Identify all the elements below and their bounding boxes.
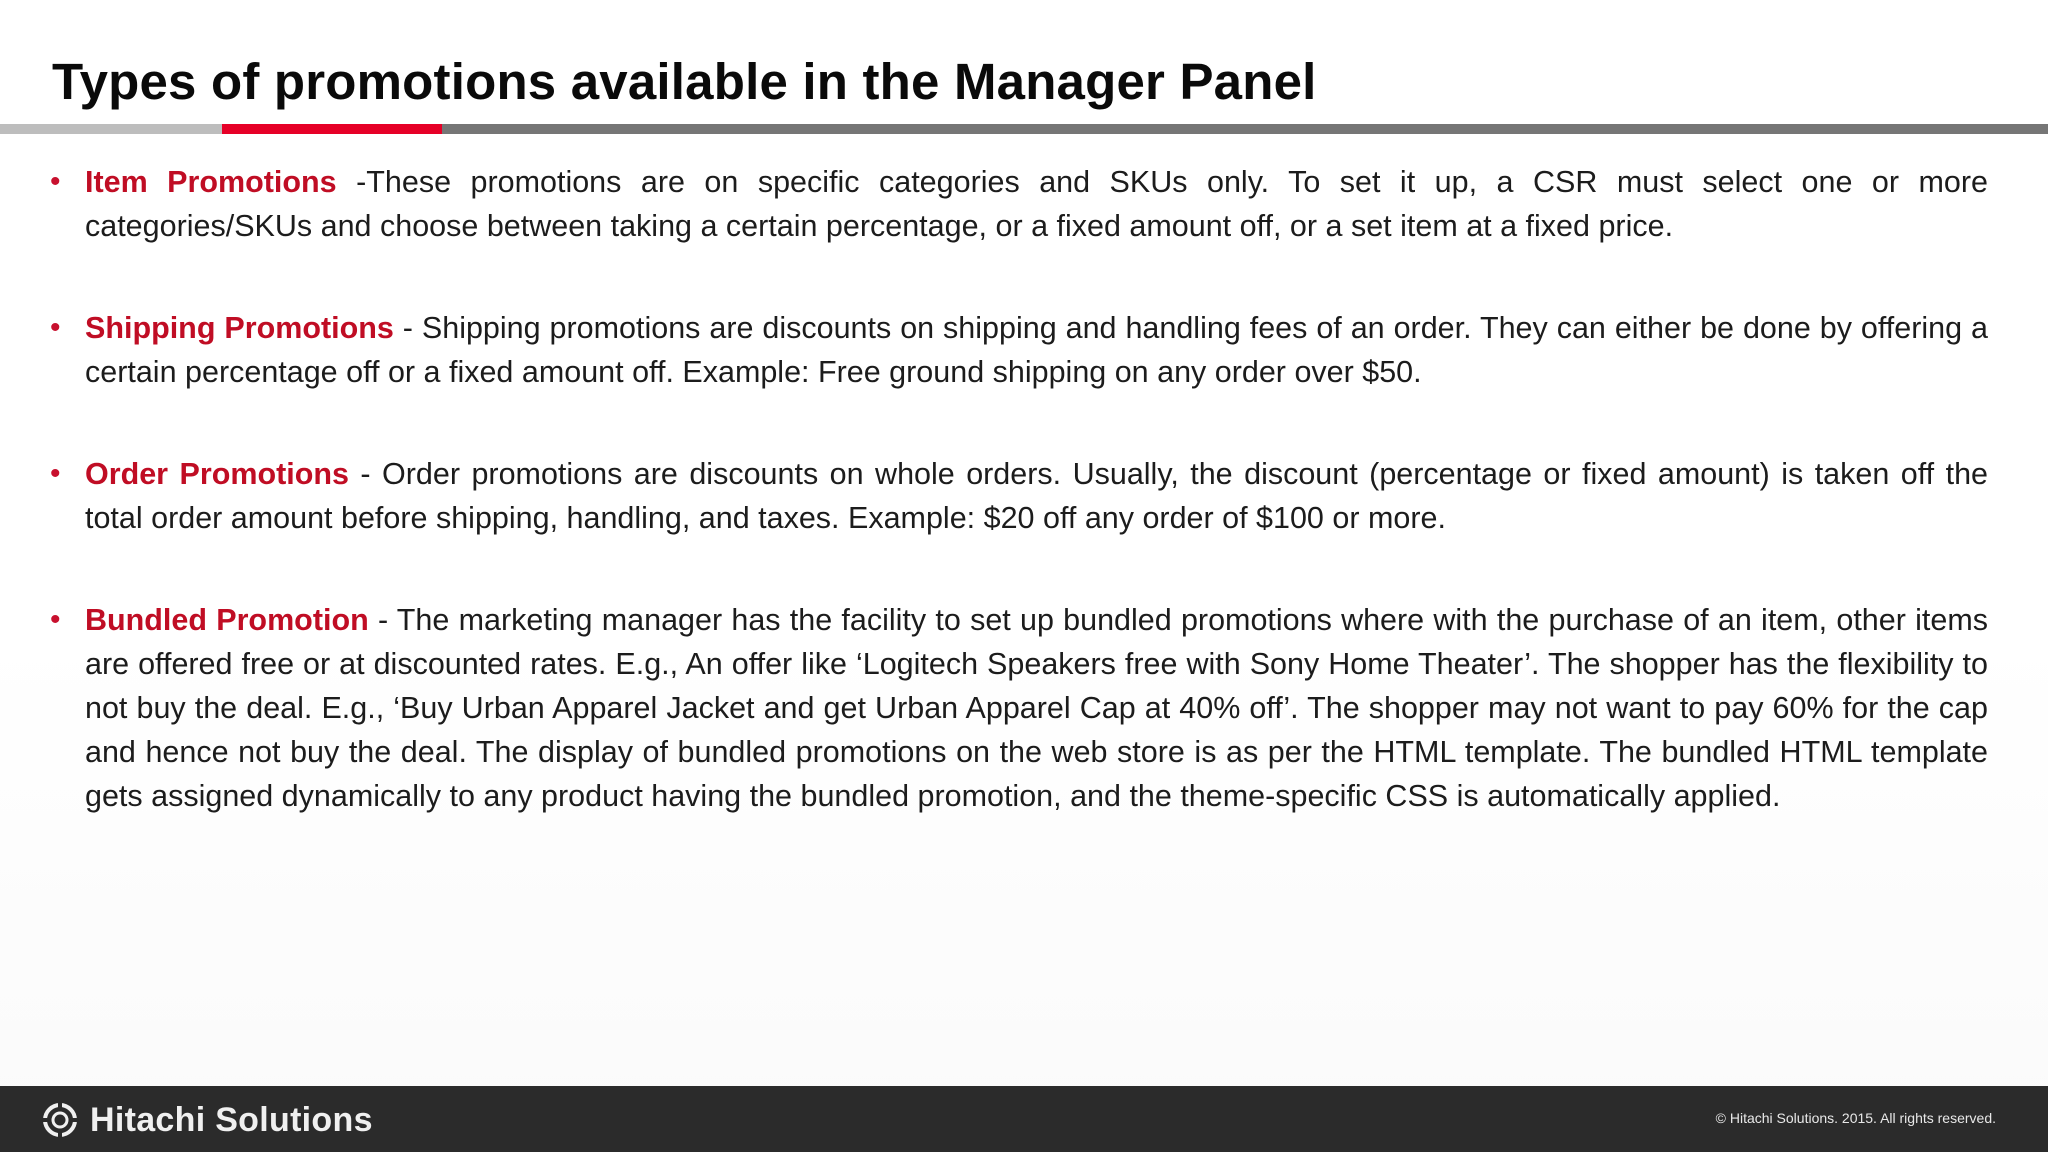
footer-bar bbox=[0, 1086, 2048, 1152]
bullet-dot-icon: • bbox=[50, 165, 61, 198]
bullet-term: Order Promotions bbox=[85, 457, 349, 491]
rule-red-accent-segment bbox=[222, 124, 442, 134]
bullet-text: - Order promotions are discounts on whole orders. Usually, the discount (percentage or fixed amount) is taken off the total order amount before shipping, handling, and taxes. Example: $20 off any order of $100 or more. bbox=[85, 457, 1988, 535]
slide-title: Types of promotions available in the Manager Panel bbox=[52, 53, 1317, 110]
bullet-item-promotions bbox=[0, 160, 2048, 248]
bullet-order-promotions bbox=[0, 452, 2048, 540]
copyright-notice: © Hitachi Solutions. 2015. All rights reserved. bbox=[1715, 1110, 1996, 1126]
bullet-term: Bundled Promotion bbox=[85, 603, 369, 637]
bullet-dot-icon: • bbox=[50, 311, 61, 344]
title-underline-rule bbox=[0, 124, 2048, 134]
bullet-shipping-promotions bbox=[0, 306, 2048, 394]
logo-text: Hitachi Solutions bbox=[90, 1100, 373, 1139]
promotion-types-list bbox=[0, 160, 2048, 876]
hitachi-logo-icon bbox=[42, 1102, 78, 1138]
bullet-term: Item Promotions bbox=[85, 165, 337, 199]
bullet-dot-icon: • bbox=[50, 603, 61, 636]
bullet-bundled-promotion bbox=[0, 598, 2048, 818]
bullet-text: - Shipping promotions are discounts on shipping and handling fees of an order. They can either be done by offering a certain percentage off or a fixed amount off. Example: Free ground shipping on any order over $50. bbox=[85, 311, 1988, 389]
hitachi-solutions-logo bbox=[42, 1100, 373, 1140]
bullet-term: Shipping Promotions bbox=[85, 311, 394, 345]
bullet-text: -These promotions are on specific categories and SKUs only. To set it up, a CSR must select one or more categories/SKUs and choose between taking a certain percentage, or a fixed amount off, or a set item at a fixed price. bbox=[85, 165, 1988, 243]
bullet-text: - The marketing manager has the facility to set up bundled promotions where with the purchase of an item, other items are offered free or at discounted rates. E.g., An offer like ‘Logitech Speakers free with Sony Home Theater’. The shopper has the flexibility to not buy the deal. E.g., ‘Buy Urban Apparel Jacket and get Urban Apparel Cap at 40% off’. The shopper may not want to pay 60% for the cap and hence not buy the deal. The display of bundled promotions on the web store is as per the HTML template. The bundled HTML template gets assigned dynamically to any product having the bundled promotion, and the theme-specific CSS is automatically applied. bbox=[85, 603, 1988, 813]
bullet-dot-icon: • bbox=[50, 457, 61, 490]
rule-light-segment bbox=[0, 124, 222, 134]
